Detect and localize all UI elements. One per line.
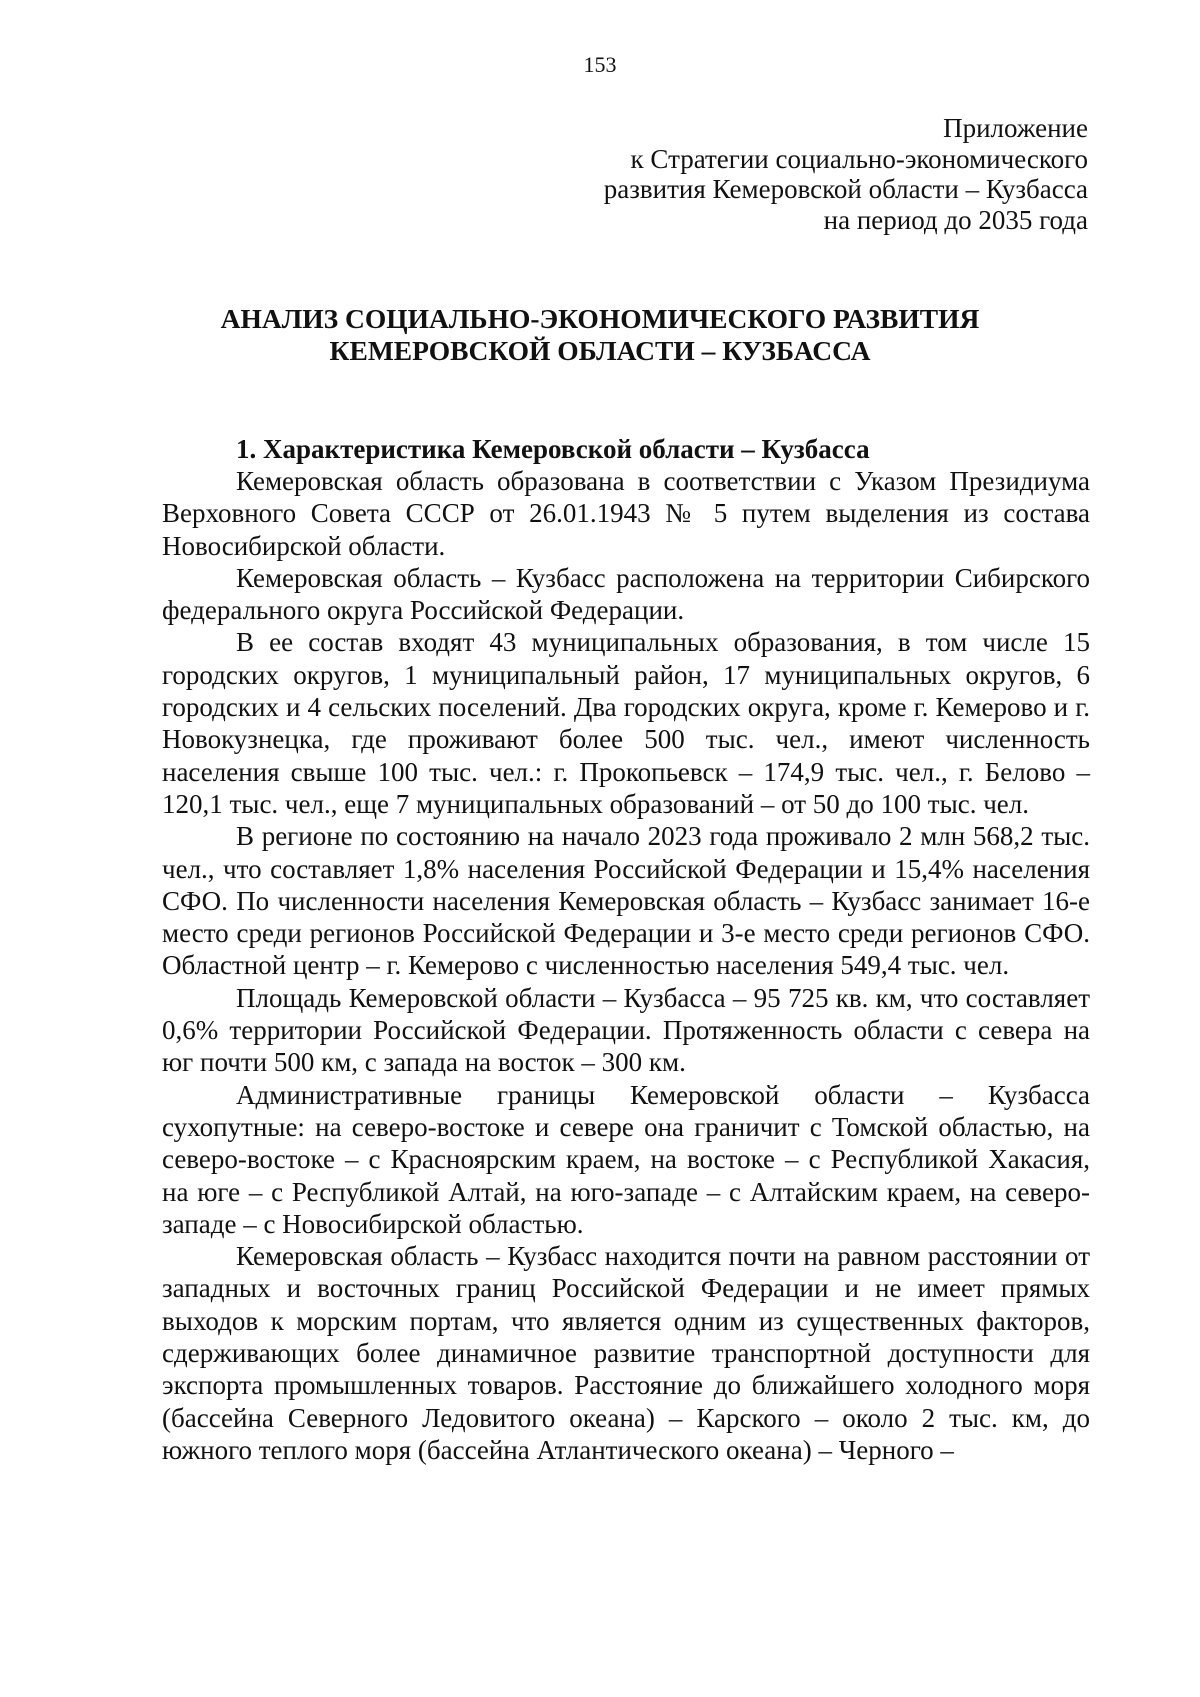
appendix-line: к Стратегии социально-экономического: [630, 143, 1088, 174]
paragraph: Кемеровская область – Кузбасс расположена на территории Сибирского федерального округа Российской Федерации.: [162, 562, 1090, 626]
title-line: КЕМЕРОВСКОЙ ОБЛАСТИ – КУЗБАССА: [329, 335, 871, 366]
appendix-note: [488, 113, 1088, 235]
page-number: 153: [583, 52, 617, 77]
document-title: [0, 303, 1200, 367]
section-characteristics: [162, 433, 1090, 1466]
paragraph: В регионе по состоянию на начало 2023 года проживало 2 млн 568,2 тыс. чел., что составляет 1,8% населения Российской Федерации и 15,4% населения СФО. По численности населения Кемеровская область – Кузбасс занимает 16-е место среди регионов Российской Федерации и 3-е место среди регионов СФО. Областной центр – г. Кемерово с численностью населения 549,4 тыс. чел.: [162, 821, 1090, 981]
appendix-line: развития Кемеровской области – Кузбасса: [603, 174, 1088, 204]
title-line: АНАЛИЗ СОЦИАЛЬНО-ЭКОНОМИЧЕСКОГО РАЗВИТИЯ: [220, 303, 980, 334]
paragraph: Кемеровская область образована в соответствии с Указом Президиума Верховного Совета СССР от 26.01.1943 № 5 путем выделения из состава Новосибирской области.: [162, 466, 1090, 561]
appendix-line: на период до 2035 года: [823, 204, 1088, 235]
paragraph: Административные границы Кемеровской области – Кузбасса сухопутные: на северо-востоке и севере она граничит с Томской областью, на северо-востоке – с Красноярским краем, на востоке – с Республикой Хакасия, на юге – с Республикой Алтай, на юго-западе – с Алтайским краем, на северо-западе – с Новосибирской областью.: [162, 1079, 1090, 1239]
paragraph: В ее состав входят 43 муниципальных образования, в том числе 15 городских округов, 1 муниципальный район, 17 муниципальных округов, 6 городских и 4 сельских поселений. Два городских округа, кроме г. Кемерово и г. Новокузнецка, где проживают более 500 тыс. чел., имеют численность населения свыше 100 тыс. чел.: г. Прокопьевск – 174,9 тыс. чел., г. Белово – 120,1 тыс. чел., еще 7 муниципальных образований – от 50 до 100 тыс. чел.: [162, 627, 1090, 819]
paragraph: Площадь Кемеровской области – Кузбасса – 95 725 кв. км, что составляет 0,6% территории Российской Федерации. Протяженность области с севера на юг почти 500 км, с запада на восток – 300 км.: [162, 982, 1090, 1078]
section-heading: 1. Характеристика Кемеровской области – Кузбасса: [236, 434, 870, 464]
paragraph: Кемеровская область – Кузбасс находится почти на равном расстоянии от западных и восточных границ Российской Федерации и не имеет прямых выходов к морским портам, что является одним из существенных факторов, сдерживающих более динамичное развитие транспортной доступности для экспорта промышленных товаров. Расстояние до ближайшего холодного моря (бассейна Северного Ледовитого океана) – Карского – около 2 тыс. км, до южного теплого моря (бассейна Атлантического океана) – Черного –: [162, 1241, 1090, 1465]
appendix-line: Приложение: [943, 113, 1088, 143]
